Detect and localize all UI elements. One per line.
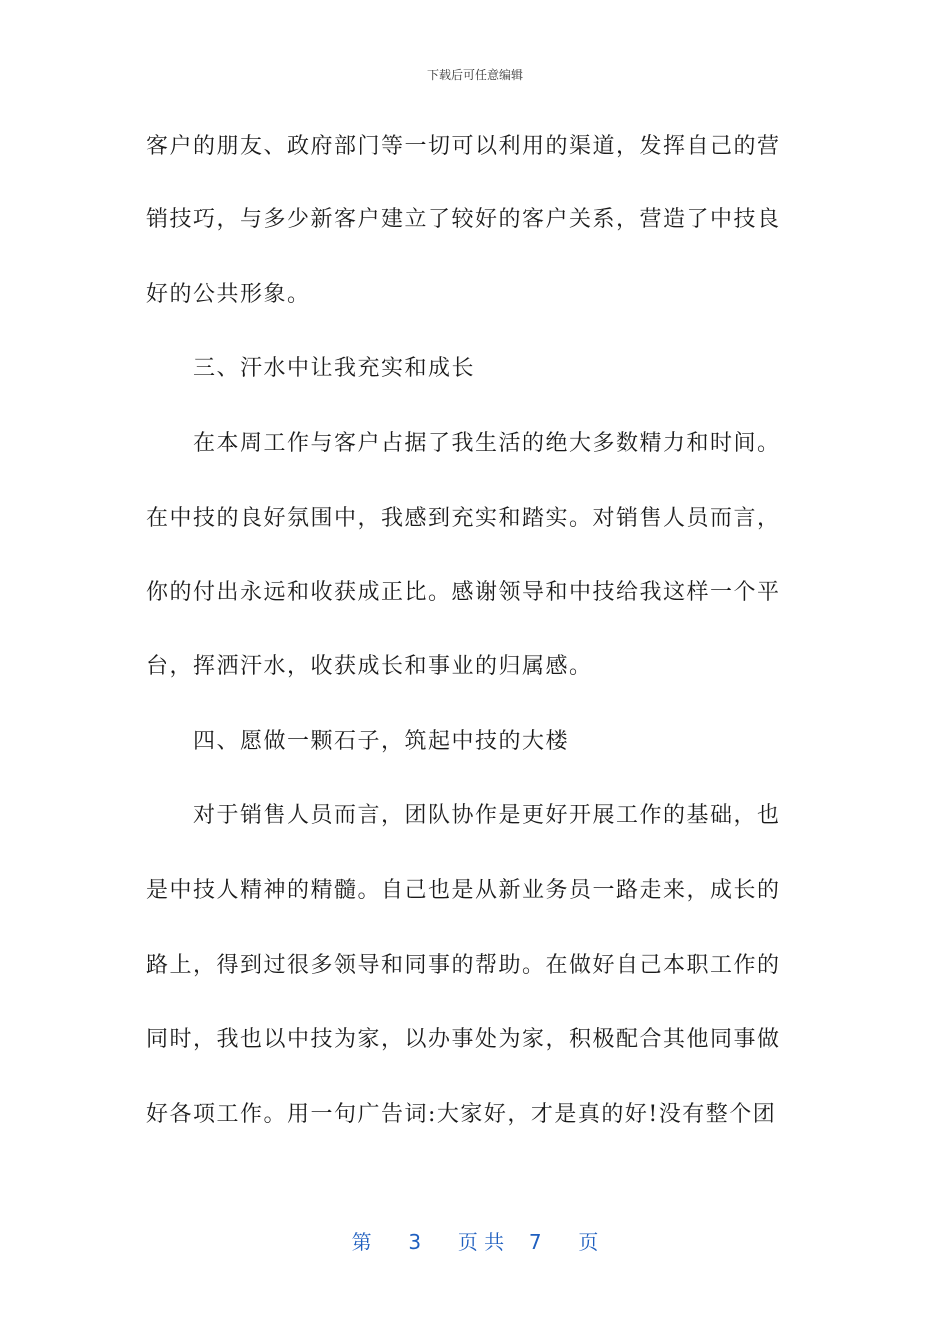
body-line: 你的付出永远和收获成正比。感谢领导和中技给我这样一个平	[146, 580, 781, 605]
body-line: 同时，我也以中技为家，以办事处为家，积极配合其他同事做	[146, 1027, 781, 1052]
footer-suffix: 页	[578, 1230, 599, 1254]
header-note: 下载后可任意编辑	[426, 68, 523, 82]
footer-prefix: 第	[351, 1230, 372, 1254]
body-line: 路上，得到过很多领导和同事的帮助。在做好自己本职工作的	[146, 953, 781, 978]
footer-middle: 页 共	[457, 1230, 505, 1254]
total-page-count: 7	[528, 1230, 542, 1254]
body-line: 好各项工作。用一句广告词:大家好，才是真的好!没有整个团	[146, 1102, 777, 1127]
body-line: 是中技人精神的精髓。自己也是从新业务员一路走来，成长的	[146, 878, 781, 903]
body-line: 对于销售人员而言，团队协作是更好开展工作的基础，也	[193, 803, 781, 828]
body-line: 好的公共形象。	[146, 282, 311, 307]
page-footer	[0, 1226, 950, 1255]
section-heading: 四、愿做一颗石子，筑起中技的大楼	[193, 729, 570, 754]
body-line: 在中技的良好氛围中，我感到充实和踏实。对销售人员而言，	[146, 506, 781, 531]
section-heading: 三、汗水中让我充实和成长	[193, 356, 476, 381]
body-line: 销技巧，与多少新客户建立了较好的客户关系，营造了中技良	[146, 207, 781, 232]
current-page-number: 3	[408, 1230, 422, 1254]
body-line: 客户的朋友、政府部门等一切可以利用的渠道，发挥自己的营	[146, 134, 781, 159]
body-line: 在本周工作与客户占据了我生活的绝大多数精力和时间。	[193, 431, 781, 456]
body-line: 台，挥洒汗水，收获成长和事业的归属感。	[146, 654, 593, 679]
